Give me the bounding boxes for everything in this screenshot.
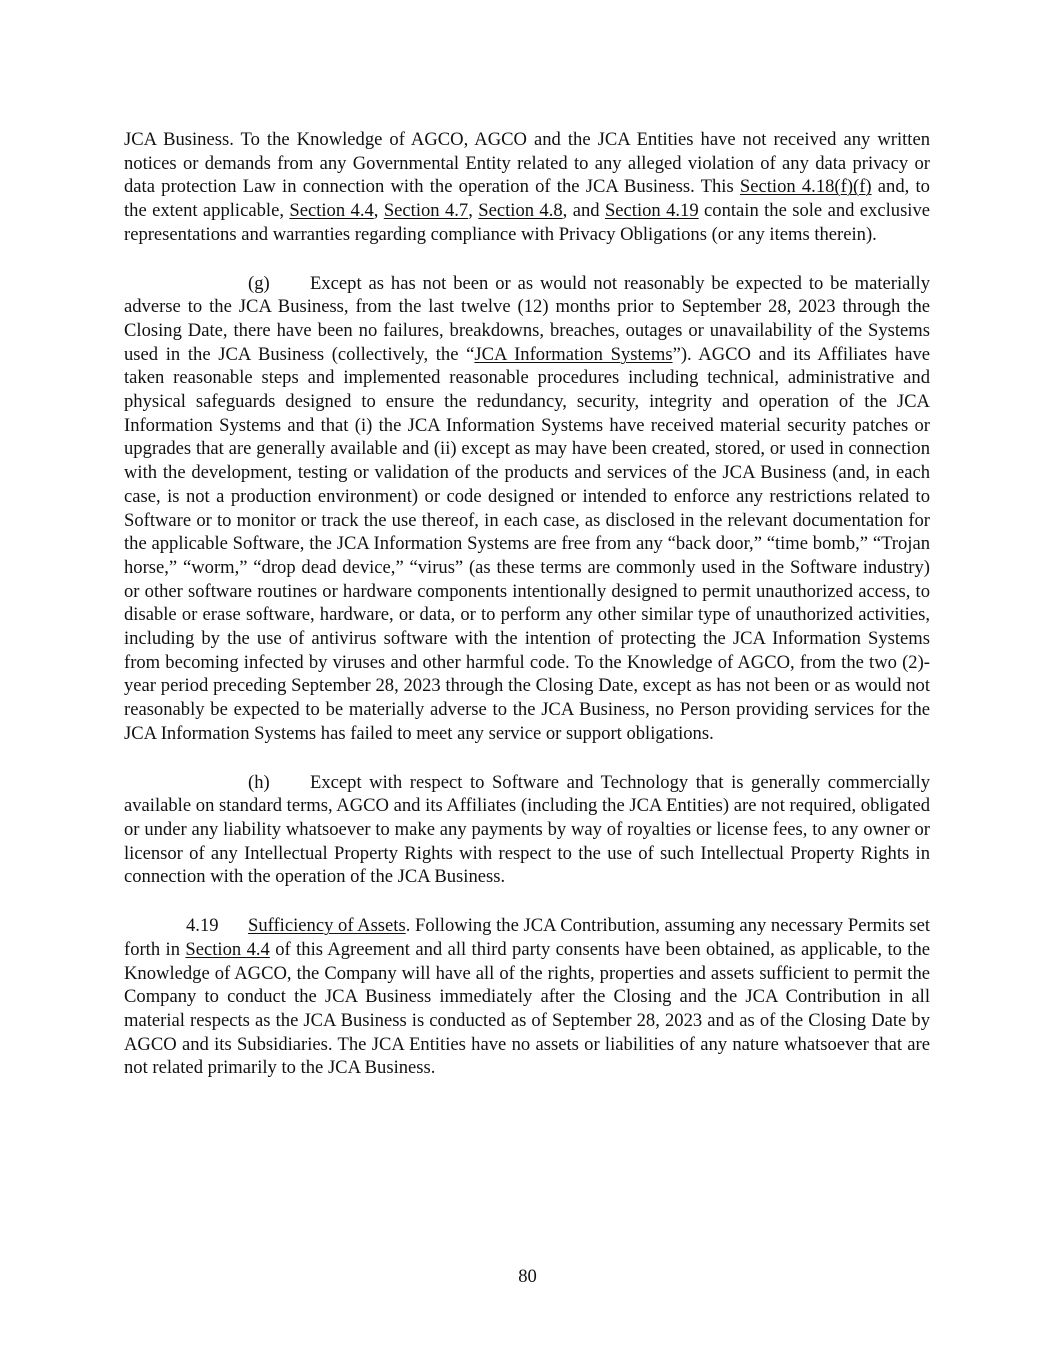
paragraph-g-information-systems [124,272,930,746]
defined-term: JCA Information Systems [474,343,673,365]
text-run: contain the sole and exclusive representations and warranties regarding compliance with Privacy Obligations (or any items therein). [124,200,931,245]
subsection-marker: (g) [248,272,270,294]
paragraph-privacy-continuation [124,128,930,247]
text-run: and, to the extent applicable, [124,176,930,222]
text-run: , and [562,200,605,222]
section-heading: Sufficiency of Assets [248,915,406,937]
subsection-marker: (h) [248,771,270,793]
text-run: Except with respect to Software and Technology that is generally commercially available on standard terms, AGCO and its Affiliates (including the JCA Entities) are not required, obligated or under any liability whatsoever to make any payments by way of royalties or license fees, to any owner or licensor of any Intellectual Property Rights with respect to the use of such Intellectual Property Rights in connection with the operation of the JCA Business. [124,771,930,888]
section-reference: Section 4.4 [289,200,374,222]
text-run: JCA Business. To the Knowledge of AGCO, AGCO and the JCA Entities have not received any written notices or demands from any Governmental Entity related to any alleged violation of any data privacy or data protection Law in connection with the operation of the JCA Business. This [124,129,930,198]
document-body [124,128,930,1080]
section-reference: Section 4.18(f)(f) [739,176,872,198]
text-run: ”). AGCO and its Affiliates have taken reasonable steps and implemented reasonable procedures including technical, administrative and physical safeguards designed to ensure the redundancy, security, integrity and operation of the JCA Information Systems and that (i) the JCA Information Systems have received material security patches or upgrades that are generally available and (ii) except as may have been created, stored, or used in connection with the development, testing or validation of the products and services of the JCA Business (and, in each case, is not a production environment) or code designed or intended to enforce any restrictions related to Software or to monitor or track the use thereof, in each case, as disclosed in the relevant documentation for the applicable Software, the JCA Information Systems are free from any “back door,” “time bomb,” “Trojan horse,” “worm,” “drop dead device,” “virus” (as these terms are commonly used in the Software industry) or other software routines or hardware components intentionally designed to permit unauthorized access, to disable or erase software, hardware, or data, or to perform any other similar type of unauthorized activities, including by the use of antivirus software with the intention of protecting the JCA Information Systems from becoming infected by viruses and other harmful code. To the Knowledge of AGCO, from the two (2)-year period preceding September 28, 2023 through the Closing Date, except as has not been or as would not reasonably be expected to be materially adverse to the JCA Business, no Person providing services for the JCA Information Systems has failed to meet any service or support obligations. [124,343,930,744]
text-run: . Following the JCA Contribution, assuming any necessary Permits set forth in [124,915,930,960]
section-reference: Section 4.8 [478,200,563,222]
section-reference: Section 4.4 [185,938,270,960]
section-reference: Section 4.19 [604,200,699,222]
section-4-19-sufficiency-of-assets [124,914,930,1080]
section-reference: Section 4.7 [383,200,469,222]
text-run: , [468,200,479,222]
text-run: , [373,200,384,222]
section-number: 4.19 [186,915,219,937]
text-run: Except as has not been or as would not reasonably be expected to be materially adverse to the JCA Business, from the last twelve (12) months prior to September 28, 2023 through the Closing Date, there have been no failures, breakdowns, breaches, outages or unavailability of the Systems used in the JCA Business (collectively, the “ [124,272,930,365]
page-number: 80 [518,1266,537,1287]
text-run: of this Agreement and all third party consents have been obtained, as applicable, to the Knowledge of AGCO, the Company will have all of the rights, properties and assets sufficient to permit the Company to conduct the JCA Business immediately after the Closing and the JCA Contribution in all material respects as the JCA Business is conducted as of September 28, 2023 and as of the Closing Date by AGCO and its Subsidiaries. The JCA Entities have no assets or liabilities of any nature whatsoever that are not related primarily to the JCA Business. [124,938,931,1079]
paragraph-h-royalties [124,771,930,890]
